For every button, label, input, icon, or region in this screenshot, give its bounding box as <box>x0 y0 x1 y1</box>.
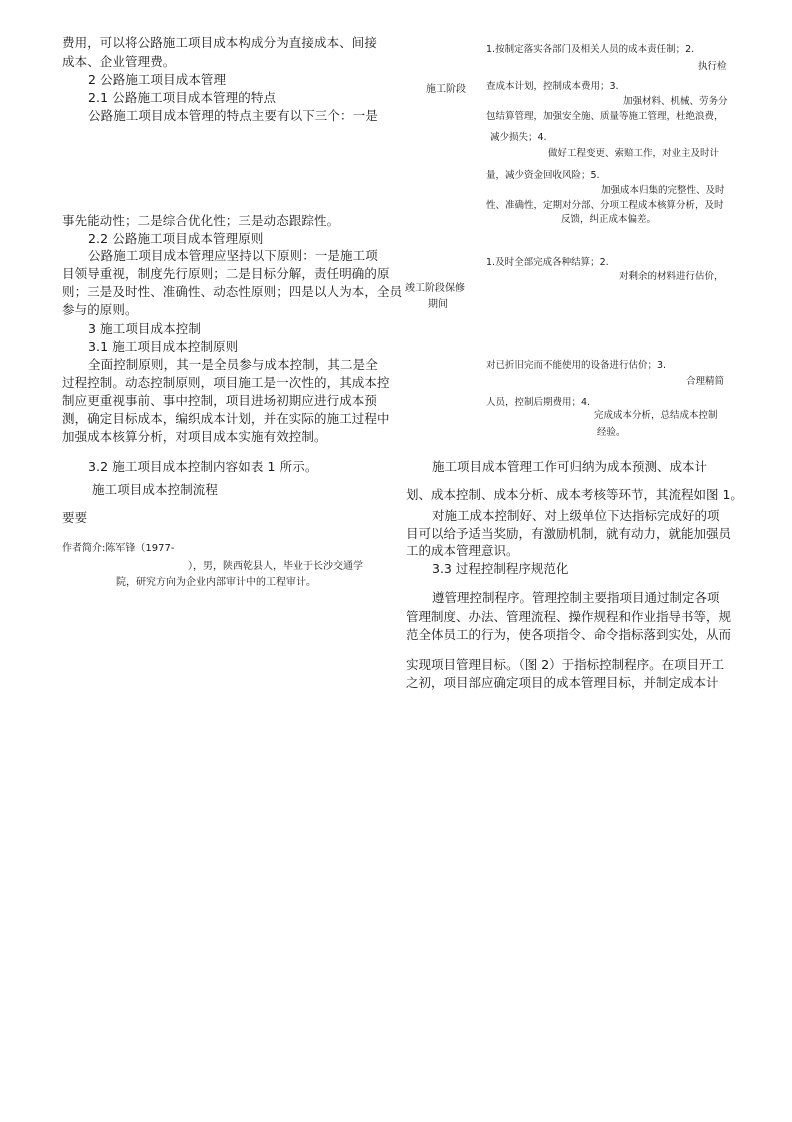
table-cell-line: 对剩余的材料进行估价， <box>619 271 724 282</box>
table-caption: 3.2 施工项目成本控制内容如表 1 所示。 <box>88 459 318 474</box>
stage-label: 竣工阶段保修 <box>405 283 465 294</box>
body-line: 划、成本控制、成本分析、成本考核等环节，其流程如图 1。 <box>406 487 743 502</box>
body-line: 则；三是及时性、准确性、动态性原则；四是以人为本，全员 <box>62 284 403 299</box>
author-note-line: 作者简介:陈军锋（1977- <box>62 543 175 554</box>
table-cell-line: 加强材料、机械、劳务分 <box>623 96 728 107</box>
body-line: 参与的原则。 <box>62 302 138 317</box>
subsection-heading: 2.1 公路施工项目成本管理的特点 <box>88 90 277 105</box>
body-line: 目可以给予适当奖励，有激励机制，就有动力，就能加强员 <box>406 526 732 541</box>
author-note-line: 院，研究方向为企业内部审计中的工程审计。 <box>116 577 316 588</box>
subsection-heading: 3.1 施工项目成本控制原则 <box>88 339 239 354</box>
table-cell-line: 做好工程变更、索赔工作，对业主及时计 <box>548 148 720 159</box>
table-cell-line: 性、准确性，定期对分部、分项工程成本核算分析，及时 <box>486 200 724 211</box>
body-line: 过程控制。动态控制原则，项目施工是一次性的，其成本控 <box>62 375 390 390</box>
table-cell-line: 对已折旧完而不能使用的设备进行估价；3. <box>486 360 667 371</box>
figure-caption: 施工项目成本控制流程 <box>92 482 219 497</box>
stage-label: 期间 <box>428 299 448 310</box>
body-line: 成本、企业管理费。 <box>62 54 176 69</box>
section-heading: 3 施工项目成本控制 <box>88 321 201 336</box>
table-cell-line: 反馈，纠正成本偏差。 <box>561 214 657 225</box>
body-line: 加强成本核算分析，对项目成本实施有效控制。 <box>62 429 327 444</box>
table-cell-line: 加强成本归集的完整性、及时 <box>601 185 725 196</box>
table-cell-line: 量，减少资金回收风险；5. <box>486 170 600 181</box>
body-line: 事先能动性；二是综合优化性；三是动态跟踪性。 <box>62 213 340 228</box>
body-line: 实现项目管理目标。（图 2）于指标控制程序。在项目开工 <box>406 657 725 672</box>
subsection-heading: 3.3 过程控制程序规范化 <box>432 561 569 576</box>
body-line: 对施工成本控制好、对上级单位下达指标完成好的项 <box>432 508 720 523</box>
table-cell-line: 1.及时全部完成各种结算；2. <box>486 257 609 268</box>
table-cell-line: 完成成本分析，总结成本控制 <box>594 410 718 421</box>
body-line: 之初，项目部应确定项目的成本管理目标，并制定成本计 <box>406 675 719 690</box>
body-line: 测，确定目标成本，编织成本计划，并在实际的施工过程中 <box>62 411 390 426</box>
author-note-line: ），男，陕西乾县人，毕业于长沙交通学 <box>188 561 363 572</box>
body-line: 遵管理控制程序。管理控制主要指项目通过制定各项 <box>432 590 720 605</box>
body-line: 范全体员工的行为，使各项指令、命令指标落到实处，从而 <box>406 627 732 642</box>
body-line: 管理制度、办法、管理流程、操作规程和作业指导书等，规 <box>406 609 732 624</box>
body-line: 工的成本管理意识。 <box>406 543 519 558</box>
table-cell-line: 人员，控制后期费用；4. <box>486 397 591 408</box>
subsection-heading: 2.2 公路施工项目成本管理原则 <box>88 231 264 246</box>
table-cell-line: 减少损失；4. <box>490 132 547 143</box>
body-line: 公路施工项目成本管理应坚持以下原则：一是施工项 <box>88 248 378 263</box>
table-cell-line: 执行检 <box>698 61 727 72</box>
section-heading: 2 公路施工项目成本管理 <box>88 72 227 87</box>
table-cell-line: 包结算管理，加强安全施、质量等施工管理，杜绝浪费， <box>486 111 724 122</box>
body-line: 全面控制原则，其一是全员参与成本控制，其二是全 <box>88 357 378 372</box>
table-cell-line: 合理精简 <box>686 376 725 387</box>
table-cell-line: 经验。 <box>597 427 626 438</box>
body-line: 公路施工项目成本管理的特点主要有以下三个：一是 <box>88 108 378 123</box>
body-line: 费用，可以将公路施工项目成本构成分为直接成本、间接 <box>62 35 378 50</box>
stage-label: 施工阶段 <box>426 84 466 95</box>
body-line: 制应更重视事前、事中控制，项目进场初期应进行成本预 <box>62 393 378 408</box>
body-line: 要要 <box>62 510 88 525</box>
body-line: 施工项目成本管理工作可归纳为成本预测、成本计 <box>432 459 708 474</box>
table-cell-line: 查成本计划，控制成本费用；3. <box>486 81 619 92</box>
body-line: 目领导重视，制度先行原则；二是目标分解，责任明确的原 <box>62 266 390 281</box>
table-cell-line: 1.按制定落实各部门及相关人员的成本责任制；2. <box>486 44 695 55</box>
